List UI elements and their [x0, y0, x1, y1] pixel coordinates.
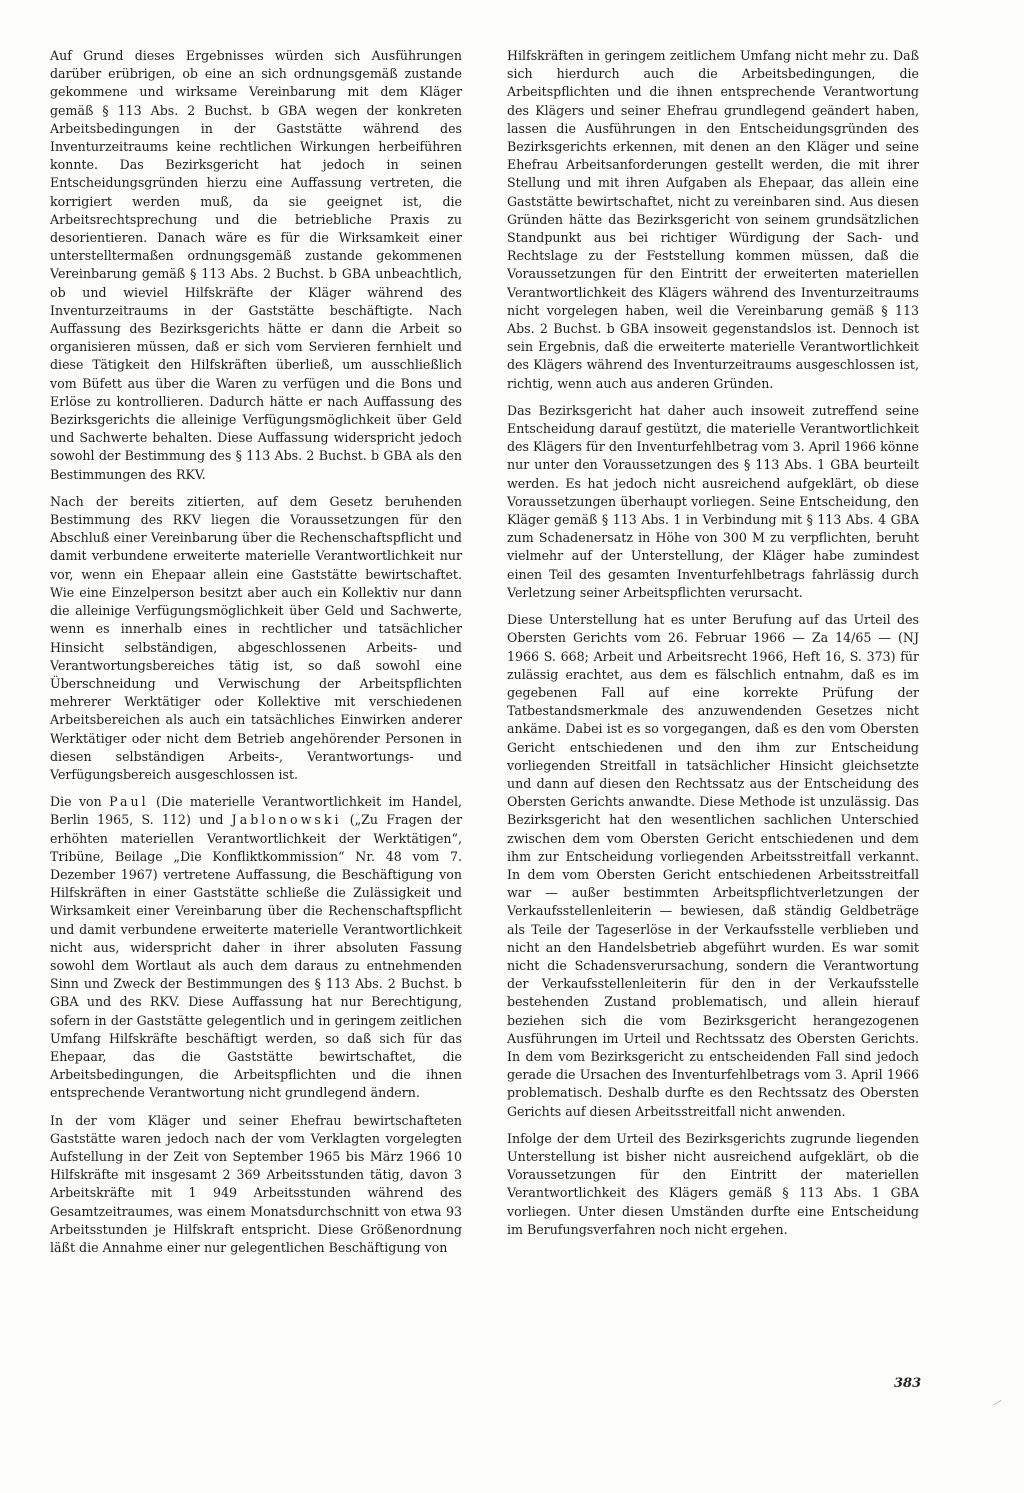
paragraph-text: („Zu Fragen der erhöhten materiellen Verantwortlichkeit der Werktätigen“, Tribüne, Beilage „Die Konfliktkommission“ Nr. 48 vom 7. Dezember 1967) vertretene Auffassung, die Beschäftigung von Hilfskräften in einer Gaststätte schließe die Zulässigkeit und Wirksamkeit einer Vereinbarung über die Rechenschaftspflicht und damit verbundene erweiterte materielle Verantwortlichkeit nicht aus, widerspricht daher in ihrer absoluten Fassung sowohl dem Wortlaut als auch dem daraus zu entnehmenden Sinn und Zweck der Bestimmungen des § 113 Abs. 2 Buchst. b GBA und des RKV. Diese Auffassung hat nur Berechtigung, sofern in der Gaststätte gelegentlich und in geringem zeitlichen Umfang Hilfskräfte beschäftigt werden, so daß sich für das Ehepaar, das die Gaststätte bewirtschaftet, die Arbeitsbedingungen, die Arbeitspflichten und die ihnen entsprechende Verantwortung nicht grundlegend ändern. [50, 812, 462, 1101]
paragraph: In der vom Kläger und seiner Ehefrau bewirtschafteten Gaststätte waren jedoch nach der vom Verklagten vorgelegten Aufstellung in der Zeit von September 1965 bis März 1966 10 Hilfskräfte mit insgesamt 2 369 Arbeitsstunden tätig, davon 3 Arbeitskräfte mit 1 949 Arbeitsstunden während des Gesamtzeitraumes, was einem Monatsdurchschnitt von etwa 93 Arbeitsstunden je Hilfskraft entspricht. Diese Größenordnung läßt die Annahme einer nur gelegentlichen Beschäftigung von [50, 1112, 462, 1255]
paragraph: Hilfskräften in geringem zeitlichem Umfang nicht mehr zu. Daß sich hierdurch auch die Arbeitsbedingungen, die Arbeitspflichten und die ihnen entsprechende Verantwortung des Klägers und seiner Ehefrau grundlegend geändert haben, lassen die Ausführungen in den Entscheidungsgründen des Bezirksgerichts erkennen, mit denen an den Kläger und seine Ehefrau Arbeitsanforderungen gestellt werden, die mit ihrer Stellung und mit ihren Aufgaben als Ehepaar, das allein eine Gaststätte bewirtschaftet, nicht zu vereinbaren sind. Aus diesen Gründen hätte das Bezirksgericht von seinem grundsätzlichen Standpunkt aus bei richtiger Würdigung der Sach- und Rechtslage zu der Feststellung kommen müssen, daß die Voraussetzungen für den Eintritt der erweiterten materiellen Verantwortlichkeit des Klägers während des Inventurzeitraums nicht vorgelegen haben, weil die Vereinbarung gemäß § 113 Abs. 2 Buchst. b GBA insoweit gegenstandslos ist. Dennoch ist sein Ergebnis, daß die erweiterte materielle Verantwortlichkeit des Klägers während des Inventurzeitraums ausgeschlossen ist, richtig, wenn auch aus anderen Gründen. [507, 48, 919, 391]
paragraph: Auf Grund dieses Ergebnisses würden sich Ausführungen darüber erübrigen, ob eine an sich ordnungsgemäß zustande gekommene und wirksame Vereinbarung mit dem Kläger gemäß § 113 Abs. 2 Buchst. b GBA wegen der konkreten Arbeitsbedingungen in der Gaststätte während des Inventurzeitraums keine rechtlichen Wirkungen herbeiführen konnte. Das Bezirksgericht hat jedoch in seinen Entscheidungsgründen hierzu eine Auffassung vertreten, die korrigiert werden muß, da sie geeignet ist, die Arbeitsrechtsprechung und die betriebliche Praxis zu desorientieren. Danach wäre es für die Wirksamkeit einer unterstelltermaßen ordnungsgemäß zustande gekommenen Vereinbarung gemäß § 113 Abs. 2 Buchst. b GBA unbeachtlich, ob und wieviel Hilfskräfte der Kläger während des Inventurzeitraums in der Gaststätte beschäftigte. Nach Auffassung des Bezirksgerichts hätte er dann die Arbeit so organisieren müssen, daß er sich vom Servieren fernhielt und diese Tätigkeit den Hilfskräften überließ, um ausschließlich vom Büfett aus über die Waren zu verfügen und die Bons und Erlöse zu kontrollieren. Dadurch hätte er nach Auffassung des Bezirksgerichts die alleinige Verfügungsmöglichkeit über Geld und Sachwerte behalten. Diese Auffassung widerspricht jedoch sowohl der Bestimmung des § 113 Abs. 2 Buchst. b GBA als den Bestimmungen des RKV. [50, 48, 462, 482]
paragraph-text: Die von [50, 794, 110, 810]
paragraph-text: (Die materielle Verantwortlichkeit im Handel, Berlin 1965, S. 112) und [50, 794, 462, 828]
left-column [50, 47, 462, 1266]
paragraph: Das Bezirksgericht hat daher auch insoweit zutreffend seine Entscheidung darauf gestützt, die materielle Verantwortlichkeit des Klägers für den Inventurfehlbetrag vom 3. April 1966 könne nur unter den Voraussetzungen des § 113 Abs. 1 GBA beurteilt werden. Es hat jedoch nicht ausreichend aufgeklärt, ob diese Voraussetzungen überhaupt vorliegen. Seine Entscheidung, den Kläger gemäß § 113 Abs. 1 in Verbindung mit § 113 Abs. 4 GBA zum Schadenersatz in Höhe von 300 M zu verpflichten, beruht vielmehr auf der Unterstellung, der Kläger habe zumindest einen Teil des gesamten Inventurfehlbetrags fahrlässig durch Verletzung seiner Arbeitspflichten verursacht. [507, 402, 919, 600]
paragraph: Nach der bereits zitierten, auf dem Gesetz beruhenden Bestimmung des RKV liegen die Voraussetzungen für den Abschluß einer Vereinbarung über die Rechenschaftspflicht und damit verbundene erweiterte materielle Verantwortlichkeit nur vor, wenn ein Ehepaar allein eine Gaststätte bewirtschaftet. Wie eine Einzelperson besitzt aber auch ein Kollektiv nur dann die alleinige Verfügungsmöglichkeit über Geld und Sachwerte, wenn es innerhalb eines in rechtlicher und tatsächlicher Hinsicht selbständigen, abgeschlossenen Arbeits- und Verantwortungsbereiches tätig ist, so daß sowohl eine Überschneidung und Verwischung der Arbeitspflichten mehrerer Werktätiger oder Kollektive mit verschiedenen Arbeitsbereichen als auch ein tatsächliches Einwirken anderer Werktätiger oder nicht dem Betrieb angehörender Personen in diesen selbständigen Arbeits-, Verantwortungs- und Verfügungsbereich ausgeschlossen ist. [50, 493, 462, 782]
right-column [507, 47, 919, 1248]
page-number: 383 [894, 1376, 922, 1391]
author-name: Jablonowski [231, 812, 342, 828]
paragraph [50, 793, 462, 1102]
author-name: Paul [109, 794, 149, 810]
paragraph: Diese Unterstellung hat es unter Berufung auf das Urteil des Obersten Gerichts vom 26. Februar 1966 — Za 14/65 — (NJ 1966 S. 668; Arbeit und Arbeitsrecht 1966, Heft 16, S. 373) für zulässig erachtet, aus dem es fälschlich entnahm, daß es im gegebenen Fall auf eine korrekte Prüfung der Tatbestandsmerkmale des anzuwendenden Gesetzes nicht ankäme. Dabei ist es so vorgegangen, daß es den vom Obersten Gericht entschiedenen und den ihm zur Entscheidung vorliegenden Streitfall in tatsächlicher Hinsicht gleichsetzte und dann auf diesen den Rechtssatz aus der Entscheidung des Obersten Gerichts anwandte. Diese Methode ist unzulässig. Das Bezirksgericht hat den wesentlichen sachlichen Unterschied zwischen dem vom Obersten Gericht entschiedenen und dem ihm zur Entscheidung vorliegenden Arbeitsstreitfall verkannt. In dem vom Obersten Gericht entschiedenen Arbeitsstreitfall war — außer bestimmten Arbeitspflichtverletzungen der Verkaufsstellenleiterin — bewiesen, daß ständig Geldbeträge als Teile der Tageserlöse in der Verkaufsstelle verblieben und nicht an den Handelsbetrieb abgeführt wurden. Es war somit nicht die Schadensverursachung, sondern die Verantwortung der Verkaufsstellenleiterin für den in der Verkaufsstelle bestehenden Zustand problematisch, und allein hierauf beziehen sich die vom Bezirksgericht herangezogenen Ausführungen im Urteil und Rechtssatz des Obersten Gerichts. In dem vom Bezirksgericht zu entscheidenden Fall sind jedoch gerade die Ursachen des Inventurfehlbetrags vom 3. April 1966 problematisch. Deshalb durfte es den Rechtssatz des Obersten Gerichts auf diesen Arbeitsstreitfall nicht anwenden. [507, 612, 919, 1119]
scan-mark [993, 1400, 1001, 1405]
paragraph: Infolge der dem Urteil des Bezirksgerichts zugrunde liegenden Unterstellung ist bisher nicht ausreichend aufgeklärt, ob die Voraussetzungen für den Eintritt der materiellen Verantwortlichkeit des Klägers gemäß § 113 Abs. 1 GBA vorliegen. Unter diesen Umständen durfte eine Entscheidung im Berufungsverfahren noch nicht ergehen. [507, 1130, 919, 1237]
